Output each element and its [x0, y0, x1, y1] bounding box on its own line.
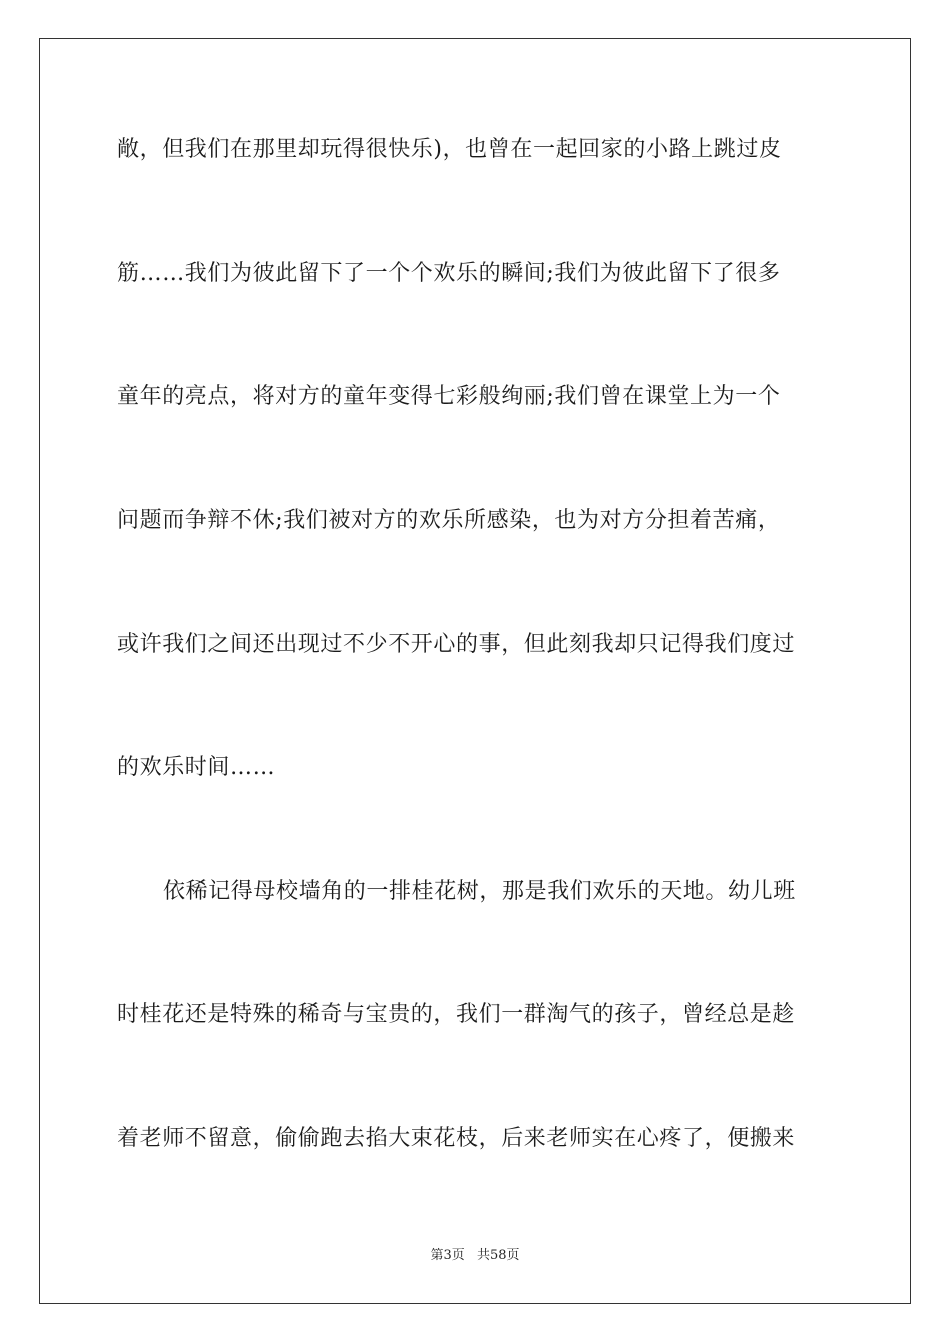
body-text-line: 童年的亮点，将对方的童年变得七彩般绚丽;我们曾在课堂上为一个	[117, 384, 781, 409]
body-text-line: 着老师不留意，偷偷跑去掐大束花枝，后来老师实在心疼了，便搬来	[117, 1126, 796, 1151]
body-text-line: 时桂花还是特殊的稀奇与宝贵的，我们一群淘气的孩子，曾经总是趁	[117, 1002, 796, 1027]
body-text-line: 敞，但我们在那里却玩得很快乐)，也曾在一起回家的小路上跳过皮	[117, 137, 782, 162]
page-number: 第3页	[430, 1248, 465, 1263]
body-text-line: 筋……我们为彼此留下了一个个欢乐的瞬间;我们为彼此留下了很多	[117, 261, 781, 286]
page-border	[39, 38, 911, 1304]
body-text-line: 或许我们之间还出现过不少不开心的事，但此刻我却只记得我们度过	[117, 632, 796, 657]
page-total: 共58页	[476, 1248, 520, 1263]
body-text-line: 的欢乐时间……	[117, 755, 276, 780]
page-footer	[0, 1248, 950, 1264]
paragraph-first-line: 依稀记得母校墙角的一排桂花树，那是我们欢乐的天地。幼儿班	[163, 879, 796, 904]
body-text-line: 问题而争辩不休;我们被对方的欢乐所感染，也为对方分担着苦痛，	[117, 508, 781, 533]
